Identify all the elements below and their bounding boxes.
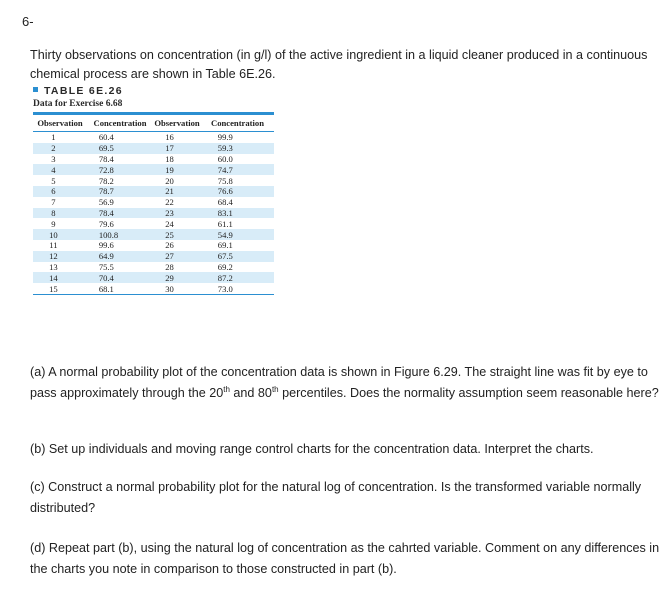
cell-observation: 1 [51, 132, 56, 143]
table-row [33, 262, 274, 273]
cell-concentration-2: 69.1 [217, 240, 233, 251]
question-a-text-2: and 80 [229, 386, 272, 400]
table-header-row [33, 115, 274, 131]
cell-concentration: 64.9 [74, 251, 151, 262]
cell-observation-2: 24 [165, 218, 174, 229]
cell-observation-2: 16 [165, 132, 174, 143]
cell-observation: 13 [49, 261, 58, 272]
cell-observation-2: 20 [165, 175, 174, 186]
cell-concentration: 78.2 [98, 175, 114, 186]
question-a-text-1: (a) A normal probability plot of the concentration data is shown in Figure 6.29. The straight line was fit by eye to pass approximately through the 20 [30, 365, 648, 400]
question-a-sup-2: th [271, 384, 279, 394]
cell-observation: 4 [33, 164, 74, 175]
cell-concentration-2: 59.3 [188, 143, 274, 154]
cell-observation-2: 19 [151, 164, 188, 175]
cell-concentration-2: 67.5 [188, 251, 274, 262]
cell-observation-2: 23 [151, 208, 188, 219]
cell-concentration: 79.6 [98, 218, 114, 229]
data-table-container [33, 112, 274, 295]
question-d: (d) Repeat part (b), using the natural log of concentration as the cahrted variable. Comment on any differences in the charts you note in comparison to those constructed in part (b). [30, 541, 660, 576]
cell-concentration-2: 61.1 [217, 218, 233, 229]
cell-observation: 7 [51, 197, 56, 208]
header-observation: Observation [37, 118, 83, 128]
table-label [33, 85, 123, 97]
question-a-text-3: percentiles. Does the normality assumption seem reasonable here? [278, 386, 659, 400]
table-row [33, 132, 274, 143]
cell-concentration: 75.5 [98, 261, 114, 272]
cell-observation-2: 18 [165, 153, 174, 164]
intro-text: Thirty observations on concentration (in g/l) of the active ingredient in a liquid cleaner produced in a continuous chemical process are shown in Table 6E.26. [30, 48, 648, 81]
blue-square-bullet-icon [33, 87, 38, 92]
table-row [33, 208, 274, 219]
cell-observation: 11 [49, 240, 58, 251]
header-concentration: Concentration [93, 118, 147, 128]
cell-concentration: 70.4 [74, 272, 151, 283]
cell-concentration-2: 76.6 [188, 186, 274, 197]
cell-observation-2: 29 [151, 272, 188, 283]
cell-concentration: 78.4 [98, 153, 114, 164]
cell-concentration-2: 54.9 [188, 229, 274, 240]
data-table-body [33, 132, 274, 294]
cell-concentration: 68.1 [98, 283, 114, 294]
table-body [33, 132, 274, 294]
cell-concentration: 56.9 [98, 197, 114, 208]
data-table [33, 115, 274, 131]
table-row [33, 186, 274, 197]
table-row [33, 283, 274, 294]
cell-observation-2: 27 [151, 251, 188, 262]
cell-observation-2: 21 [151, 186, 188, 197]
cell-observation-2: 30 [165, 283, 174, 294]
table-row [33, 272, 274, 283]
cell-observation: 2 [33, 143, 74, 154]
table-caption: Data for Exercise 6.68 [33, 99, 123, 109]
cell-concentration-2: 75.8 [217, 175, 233, 186]
cell-observation: 14 [33, 272, 74, 283]
cell-observation: 15 [49, 283, 58, 294]
cell-concentration: 99.6 [98, 240, 114, 251]
cell-concentration-2: 87.2 [188, 272, 274, 283]
cell-concentration-2: 68.4 [217, 197, 233, 208]
cell-concentration: 100.8 [74, 229, 151, 240]
table-bottom-rule [33, 294, 274, 295]
cell-observation-2: 25 [151, 229, 188, 240]
cell-concentration-2: 83.1 [188, 208, 274, 219]
cell-concentration-2: 73.0 [217, 283, 233, 294]
table-row [33, 143, 274, 154]
table-row [33, 175, 274, 186]
question-a [30, 362, 660, 404]
header-concentration-2: Concentration [211, 118, 264, 128]
cell-concentration-2: 74.7 [188, 164, 274, 175]
cell-concentration-2: 60.0 [217, 153, 233, 164]
cell-concentration: 72.8 [74, 164, 151, 175]
cell-concentration: 78.7 [74, 186, 151, 197]
cell-observation: 8 [33, 208, 74, 219]
table-label-text: TABLE 6E.26 [44, 85, 123, 97]
cell-observation: 12 [33, 251, 74, 262]
header-observation-2: Observation [154, 118, 200, 128]
table-row [33, 229, 274, 240]
question-a-sup-1: th [223, 384, 230, 394]
question-b: (b) Set up individuals and moving range control charts for the concentration data. Interpret the charts. [30, 442, 594, 456]
cell-observation-2: 26 [165, 240, 174, 251]
table-row [33, 197, 274, 208]
table-row [33, 164, 274, 175]
cell-observation-2: 17 [151, 143, 188, 154]
cell-concentration: 60.4 [98, 132, 114, 143]
cell-observation: 6 [33, 186, 74, 197]
cell-observation: 9 [51, 218, 56, 229]
question-c: (c) Construct a normal probability plot for the natural log of concentration. Is the transformed variable normally distributed? [30, 480, 642, 515]
table-row [33, 154, 274, 165]
cell-concentration: 78.4 [74, 208, 151, 219]
cell-observation-2: 28 [165, 261, 174, 272]
problem-number: 6- [22, 14, 34, 29]
cell-observation-2: 22 [165, 197, 174, 208]
cell-observation: 3 [51, 153, 56, 164]
cell-concentration-2: 99.9 [217, 132, 233, 143]
cell-observation: 5 [51, 175, 56, 186]
cell-observation: 10 [33, 229, 74, 240]
table-row [33, 218, 274, 229]
cell-concentration: 69.5 [74, 143, 151, 154]
table-row [33, 240, 274, 251]
table-row [33, 251, 274, 262]
cell-concentration-2: 69.2 [217, 261, 233, 272]
